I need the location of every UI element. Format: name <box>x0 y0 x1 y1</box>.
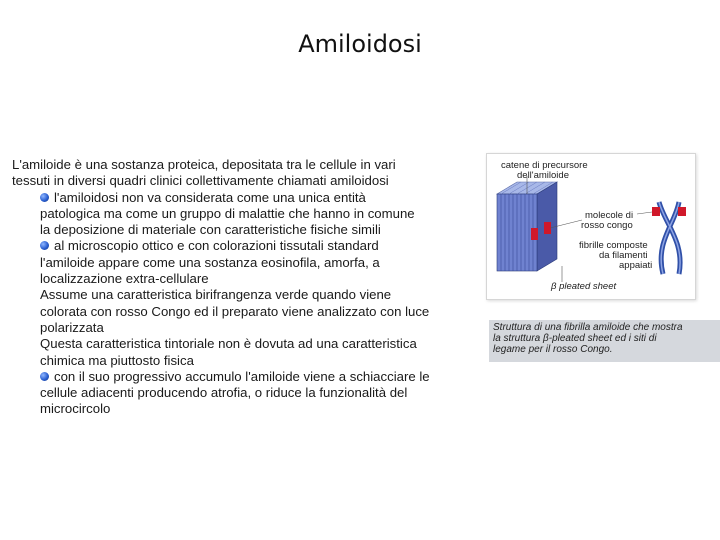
bullet-3-line-2: cellule adiacenti producendo atrofia, o riduce la funzionalità del <box>40 385 408 401</box>
bullet-2-line-7: Questa caratteristica tintoriale non è dovuta ad una caratteristica <box>40 336 417 352</box>
figure-label-congo-1: molecole di <box>585 210 634 221</box>
page-title: Amiloidosi <box>298 30 422 58</box>
figure-label-fibril-3: appaiati <box>619 260 653 271</box>
figure-label-fibril-2: da filamenti <box>599 250 648 261</box>
bullet-3-line-1: con il suo progressivo accumulo l'amiloide viene a schiacciare le <box>54 368 430 384</box>
congo-red-mark <box>531 228 538 240</box>
bullet-2-line-6: polarizzata <box>40 319 104 335</box>
bullet-2-line-3: localizzazione extra-cellulare <box>40 271 209 287</box>
bullet-icon <box>40 372 49 381</box>
bullet-2-line-2: l'amiloide appare come una sostanza eosinofila, amorfa, a <box>40 254 380 270</box>
caption-line-1: Struttura di una fibrilla amiloide che mostra <box>493 322 683 333</box>
figure-label-precursor-2: dell'amiloide <box>517 170 569 181</box>
intro-line-2: tessuti in diversi quadri clinici collettivamente chiamati amiloidosi <box>12 173 389 189</box>
bullet-2-line-1: al microscopio ottico e con colorazioni tissutali standard <box>54 238 379 254</box>
figure-label-pleated-sheet: β pleated sheet <box>551 281 617 292</box>
bullet-icon <box>40 193 49 202</box>
intro-line-1: L'amiloide è una sostanza proteica, depositata tra le cellule in vari <box>12 157 396 172</box>
figure-caption <box>489 320 720 362</box>
slide-body <box>12 157 472 418</box>
amyloid-fibril-figure <box>486 153 696 300</box>
figure-label-precursor-1: catene di precursore <box>501 160 588 171</box>
bullet-1-line-3: la deposizione di materiale con caratteristiche fisiche simili <box>40 222 381 238</box>
caption-line-3: legame per il rosso Congo. <box>493 344 613 355</box>
bullet-2-line-5: colorata con rosso Congo ed il preparato viene analizzato con luce <box>40 303 430 319</box>
caption-line-2: la struttura β-pleated sheet ed i siti di <box>493 333 657 344</box>
figure-label-fibril-1: fibrille composte <box>579 240 648 251</box>
bullet-2-line-8: chimica ma piuttosto fisica <box>40 352 194 368</box>
figure-label-congo-2: rosso congo <box>581 220 633 231</box>
bullet-1-line-1: l'amiloidosi non va considerata come una unica entità <box>54 189 366 205</box>
bullet-1-line-2: patologica ma come un gruppo di malattie che hanno in comune <box>40 205 415 221</box>
bullet-3-line-3: microcircolo <box>40 401 111 417</box>
bullet-2-line-4: Assume una caratteristica birifrangenza verde quando viene <box>40 287 392 303</box>
bullet-item-2 <box>12 238 472 368</box>
congo-red-mark <box>544 222 551 234</box>
bullet-item-1 <box>12 190 472 239</box>
bullet-item-3 <box>12 369 472 418</box>
